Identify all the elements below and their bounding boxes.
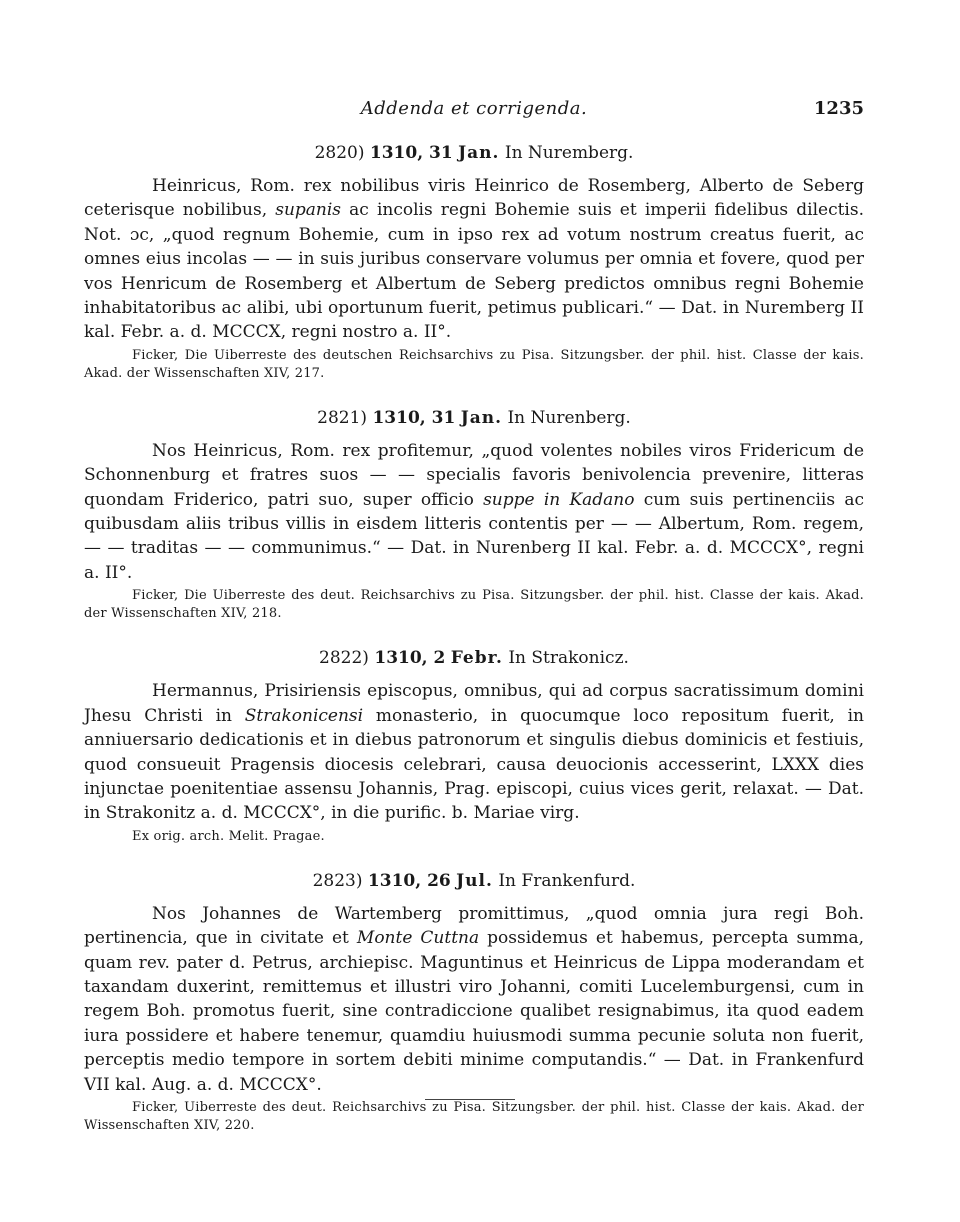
source-citation: Ficker, Die Uiberreste des deut. Reichsarchivs zu Pisa. Sitzungsber. der phil. hist. Classe der kais. Akad. der Wissenschaften XIV, 218.: [84, 588, 864, 622]
text-segment: possidemus et habemus, percepta summa, quam rev. pater d. Petrus, archiepisc. Maguntinus et Heinricus de Lippa moderandam et taxandam duxerint, remittemus et illustri viro Johanni, comiti Lucelemburgensi, cum in regem Boh. promotus fuerit, sine contradiccione qualibet resignabimus, ita quod eadem iura possidere et habere tenemur, quamdiu huiusmodi summa pecunie soluta non fuerit, perceptis medio tempore in sortem debiti minime computandis.“ — Dat. in Frankenfurd VII kal. Aug. a. d. MCCCX°.: [84, 928, 864, 1095]
charter-place: In Frankenfurd.: [498, 870, 636, 891]
italic-term: supanis: [275, 200, 342, 221]
section-end-rule: [425, 1099, 515, 1100]
charter-number: 2821): [317, 407, 368, 428]
charter-heading: [84, 645, 864, 671]
charter-2821: [84, 405, 864, 623]
charter-heading: [84, 140, 864, 166]
charter-text: [84, 902, 864, 1097]
running-title: Addenda et corrigenda.: [360, 98, 588, 119]
charter-2822: [84, 645, 864, 845]
charter-place: In Nuremberg.: [504, 143, 634, 163]
text-segment: ac incolis regni Bohemie suis et imperii fidelibus dilectis. Not. ɔc, „quod regnum Bohemie, cum in ipso rex ad votum nostrum creatus fuerit, ac omnes eius incolas — — in suis juribus conservare volumus per omnia et fovere, quod per vos Henricum de Rosemberg et Albertum de Seberg predictos omnibus regni Bohemie inhabitatoribus ac alibi, ubi oportunum fuerit, petimus publicari.“ — Dat. in Nuremberg II kal. Febr. a. d. MCCCX, regni nostro a. II°.: [84, 200, 865, 343]
charter-date: 1310, 2: [374, 648, 446, 669]
charter-place: In Strakonicz.: [508, 648, 629, 669]
italic-term: Strakonicensi: [244, 705, 364, 726]
charter-heading: [84, 868, 864, 894]
charter-text: [84, 174, 864, 345]
source-citation: Ex orig. arch. Melit. Pragae.: [132, 828, 325, 844]
charter-2820: [84, 140, 864, 383]
charter-month: Jan.: [458, 143, 500, 163]
text-segment: Nos Johannes de Wartemberg promittimus, „quod omnia jura regi Boh. pertinencia, que in civitate et: [84, 903, 864, 949]
charter-2823: [84, 868, 864, 1135]
page-number: 1235: [813, 98, 864, 119]
charter-number: 2823): [312, 870, 363, 891]
italic-term: suppe in Kadano: [483, 489, 635, 510]
charter-number: 2820): [314, 143, 365, 163]
charter-place: In Nurenberg.: [507, 407, 631, 428]
charter-month: Jan.: [460, 407, 503, 428]
page-content: [84, 140, 864, 1155]
text-segment: monasterio, in quocumque loco repositum fuerit, in anniuersario dedicationis et in diebus patronorum et singulis diebus dominicis et festiuis, quod consueuit Pragensis diocesis celebrari, causa deuocionis accesserint, LXXX dies injunctae poenitentiae assensu Johannis, Prag. episcopi, cuius vices gerit, relaxat. — Dat. in Strakonitz a. d. MCCCX°, in die purific. b. Mariae virg.: [84, 705, 865, 824]
charter-heading: [84, 405, 864, 431]
italic-term: Monte Cuttna: [356, 928, 480, 949]
text-segment: Heinricus, Rom. rex nobilibus viris Heinrico de Rosemberg, Alberto de Seberg ceterisque nobilibus,: [84, 176, 864, 221]
charter-number: 2822): [319, 648, 369, 669]
charter-month: Jul.: [456, 870, 493, 891]
text-segment: cum suis pertinenciis ac quibusdam aliis tribus villis in eisdem litteris contentis per — — Albertum, Rom. regem, — — traditas — — communimus.“ — Dat. in Nurenberg II kal. Febr. a. d. MCCCX°, regni a. II°.: [84, 489, 864, 583]
text-segment: Hermannus, Prisiriensis episcopus, omnibus, qui ad corpus sacratissimum domini Jhesu Christi in: [84, 681, 864, 726]
text-segment: Nos Heinricus, Rom. rex profitemur, „quod volentes nobiles viros Fridericum de Schonnenburg et fratres suos — — specialis favoris benivolencia prevenire, litteras quondam Friderico, patri suo, super officio: [84, 440, 864, 510]
charter-date: 1310, 26: [367, 870, 451, 891]
running-head: [84, 98, 864, 126]
source-citation: Ficker, Uiberreste des deut. Reichsarchivs zu Pisa. Sitzungsber. der phil. hist. Classe der kais. Akad. der Wissenschaften XIV, 220.: [84, 1099, 864, 1133]
charter-month: Febr.: [450, 648, 503, 669]
charter-text: [84, 439, 864, 585]
charter-text: [84, 679, 864, 825]
charter-date: 1310, 31: [372, 407, 456, 428]
charter-date: 1310, 31: [369, 143, 453, 163]
source-citation: Ficker, Die Uiberreste des deutschen Reichsarchivs zu Pisa. Sitzungsber. der phil. hist. Classe der kais. Akad. der Wissenschaften XIV, 217.: [84, 347, 864, 381]
